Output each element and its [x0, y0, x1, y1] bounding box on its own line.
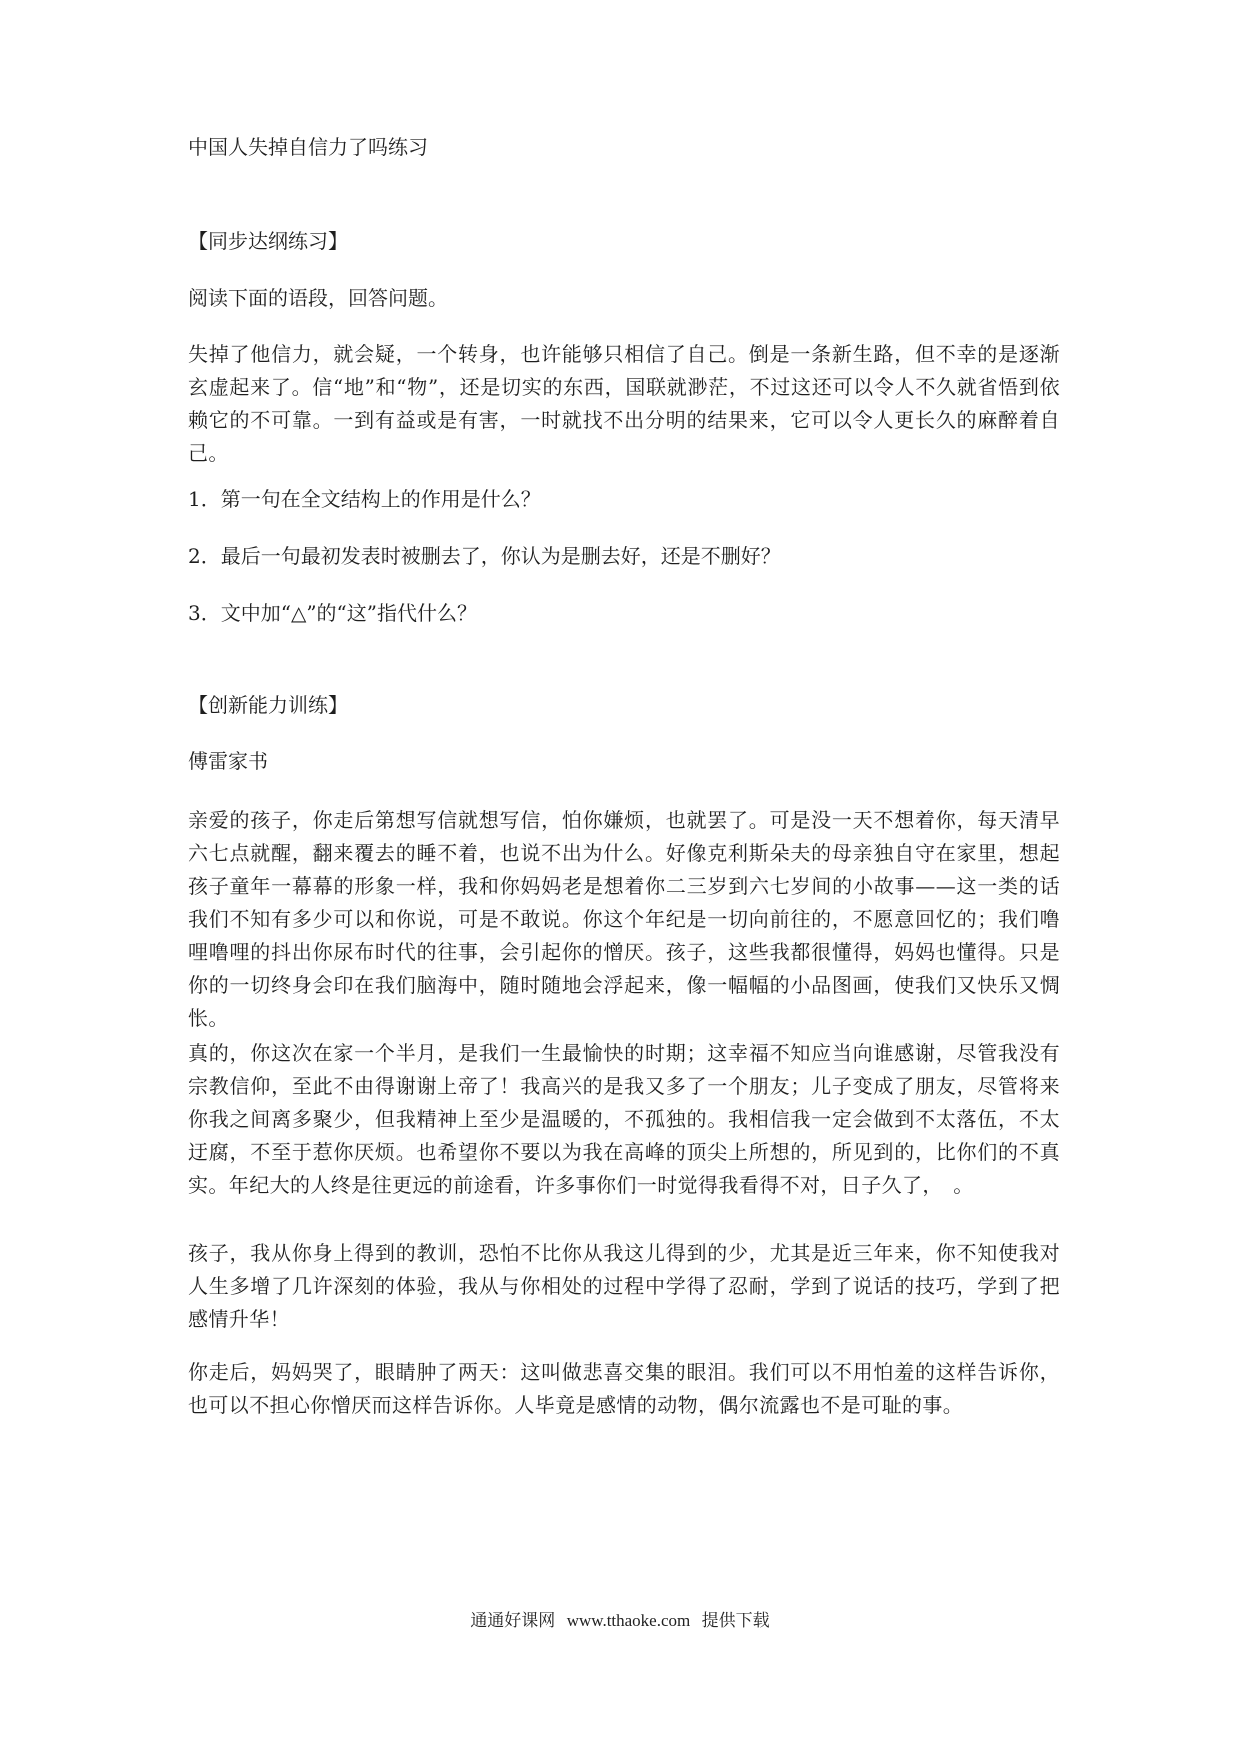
question-1: 1．第一句在全文结构上的作用是什么？	[188, 487, 541, 511]
article-title: 傅雷家书	[188, 749, 268, 773]
letter-paragraph-2: 真的，你这次在家一个半月，是我们一生最愉快的时期；这幸福不知应当向谁感谢，尽管我没有宗教信仰，至此不由得谢谢上帝了！我高兴的是我又多了一个朋友；儿子变成了朋友，尽管将来你我之间离多聚少，但我精神上至少是温暖的，不孤独的。我相信我一定会做到不太落伍，不太迂腐，不至于惹你厌烦。也希望你不要以为我在高峰的顶尖上所想的，所见到的，比你们的不真实。年纪大的人终是往更远的前途看，许多事你们一时觉得我看得不对，日子久了， 。	[188, 1041, 1060, 1197]
footer-site-name: 通通好课网	[470, 1611, 556, 1631]
letter-paragraph-1: 亲爱的孩子，你走后第想写信就想写信，怕你嫌烦，也就罢了。可是没一天不想着你，每天清早六七点就醒，翻来覆去的睡不着，也说不出为什么。好像克利斯朵夫的母亲独自守在家里，想起孩子童年一幕幕的形象一样，我和你妈妈老是想着你二三岁到六七岁间的小故事——这一类的话我们不知有多少可以和你说，可是不敢说。你这个年纪是一切向前往的，不愿意回忆的；我们噜哩噜哩的抖出你尿布时代的往事，会引起你的憎厌。孩子，这些我都很懂得，妈妈也懂得。只是你的一切终身会印在我们脑海中，随时随地会浮起来，像一幅幅的小品图画，使我们又快乐又惆怅。	[188, 808, 1060, 1030]
footer-url[interactable]: www.tthaoke.com	[566, 1611, 691, 1630]
section-heading-sync-practice: 【同步达纲练习】	[188, 229, 348, 253]
section-heading-innovation-training: 【创新能力训练】	[188, 693, 348, 717]
question-2: 2．最后一句最初发表时被删去了，你认为是删去好，还是不删好？	[188, 544, 781, 568]
question-3: 3．文中加“△”的“这”指代什么？	[188, 601, 478, 625]
footer-download-text: 提供下载	[701, 1611, 770, 1631]
page-footer	[0, 1608, 1240, 1634]
page-title: 中国人失掉自信力了吗练习	[188, 135, 428, 159]
reading-passage: 失掉了他信力，就会疑，一个转身，也许能够只相信了自己。倒是一条新生路，但不幸的是逐渐玄虚起来了。信“地”和“物”，还是切实的东西，国联就渺茫，不过这还可以令人不久就省悟到依赖它的不可靠。一到有益或是有害，一时就找不出分明的结果来，它可以令人更长久的麻醉着自己。	[188, 342, 1060, 465]
letter-paragraph-3: 孩子，我从你身上得到的教训，恐怕不比你从我这儿得到的少，尤其是近三年来，你不知使我对人生多增了几许深刻的体验，我从与你相处的过程中学得了忍耐，学到了说话的技巧，学到了把感情升华！	[188, 1241, 1060, 1331]
instruction-text: 阅读下面的语段，回答问题。	[188, 286, 448, 310]
letter-paragraph-4: 你走后，妈妈哭了，眼睛肿了两天：这叫做悲喜交集的眼泪。我们可以不用怕羞的这样告诉你，也可以不担心你憎厌而这样告诉你。人毕竟是感情的动物，偶尔流露也不是可耻的事。	[188, 1360, 1060, 1417]
